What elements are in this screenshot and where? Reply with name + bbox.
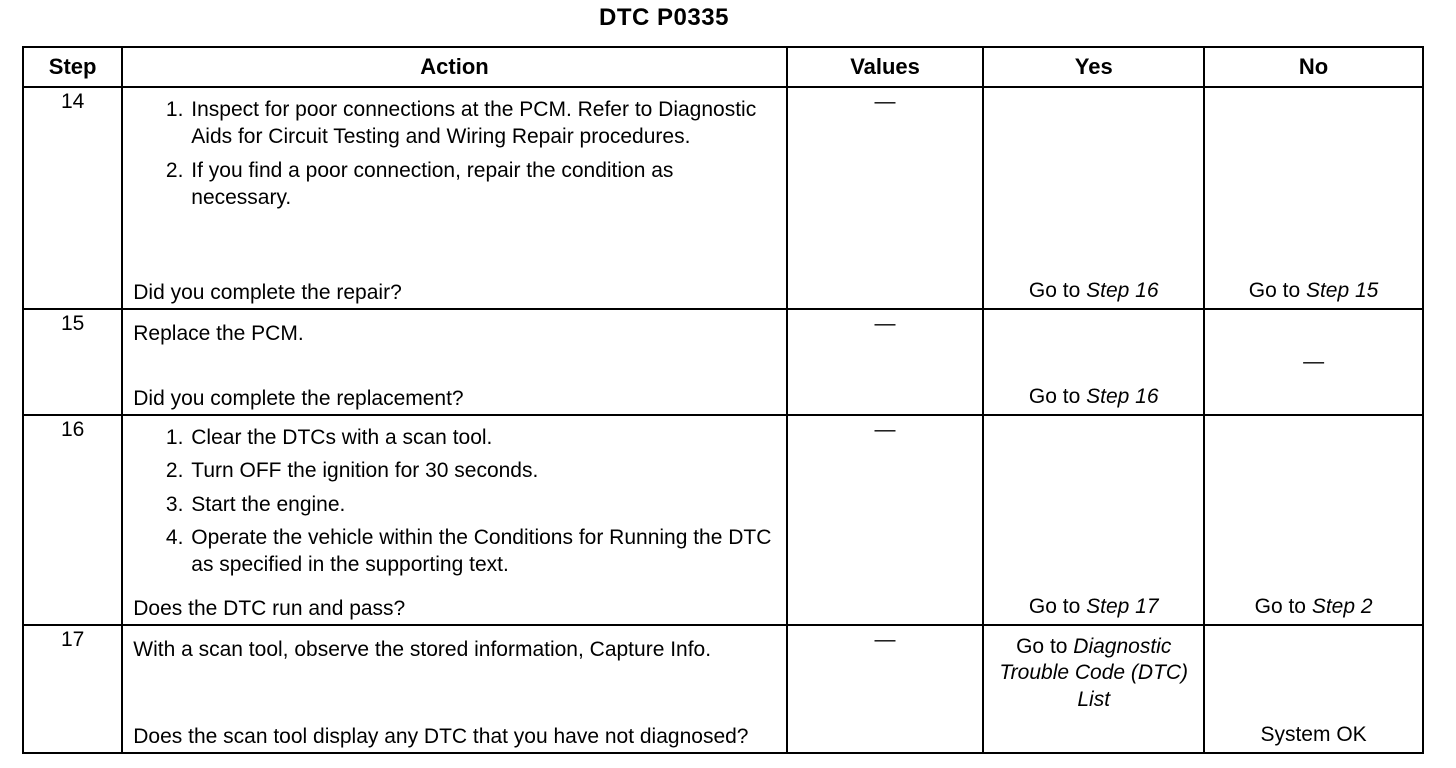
yes-cell: [983, 87, 1204, 309]
step-number: 17: [23, 625, 122, 753]
dtc-diagnostic-table: [22, 46, 1424, 754]
table-row: [23, 415, 1423, 625]
no-cell: [1204, 87, 1423, 309]
action-list: [133, 96, 776, 217]
table-row: [23, 625, 1423, 753]
no-step-link[interactable]: Step 15: [1305, 278, 1379, 302]
action-question: Does the scan tool display any DTC that you have not diagnosed?: [133, 724, 749, 748]
no-goto-text: Go to: [1254, 594, 1312, 618]
action-item: 1. Clear the DTCs with a scan tool.: [189, 424, 776, 451]
no-value: —: [1303, 350, 1325, 374]
yes-cell: [983, 415, 1204, 625]
action-text: With a scan tool, observe the stored information, Capture Info.: [133, 638, 712, 661]
yes-goto-text: Go to: [1028, 384, 1087, 408]
step-number: 15: [23, 309, 122, 415]
yes-cell: [983, 625, 1204, 753]
table-row: [23, 309, 1423, 415]
values-cell: —: [787, 625, 984, 753]
step-number: 16: [23, 415, 122, 625]
header-yes: Yes: [983, 47, 1204, 87]
header-step: Step: [23, 47, 122, 87]
yes-goto-text: Go to: [1028, 594, 1087, 618]
action-item: 1. Inspect for poor connections at the PCM. Refer to Diagnostic Aids for Circuit Testing and Wiring Repair procedures.: [189, 96, 776, 151]
action-item: 3. Start the engine.: [189, 491, 776, 518]
action-item: 2. Turn OFF the ignition for 30 seconds.: [189, 457, 776, 484]
step-number: 14: [23, 87, 122, 309]
no-cell: [1204, 415, 1423, 625]
action-cell: [122, 415, 787, 625]
action-question: Does the DTC run and pass?: [133, 596, 406, 620]
no-cell: [1204, 309, 1423, 415]
yes-step-link[interactable]: Step 16: [1086, 278, 1159, 302]
header-action: Action: [122, 47, 787, 87]
values-cell: —: [787, 309, 984, 415]
table-row: [23, 87, 1423, 309]
no-goto-text: Go to: [1248, 278, 1306, 302]
action-item: 2. If you find a poor connection, repair the condition as necessary.: [189, 157, 776, 212]
yes-cell: [983, 309, 1204, 415]
document-title: DTC P0335: [599, 4, 729, 31]
yes-goto-text: Go to: [1016, 635, 1074, 658]
table-header-row: [23, 47, 1423, 87]
no-cell: [1204, 625, 1423, 753]
action-cell: [122, 87, 787, 309]
yes-dtc-list-link[interactable]: Diagnostic Trouble Code (DTC) List: [999, 635, 1189, 711]
action-question: Did you complete the replacement?: [133, 386, 464, 410]
action-list: [133, 424, 776, 584]
action-item: 4. Operate the vehicle within the Conditions for Running the DTC as specified in the supporting text.: [189, 524, 776, 579]
yes-goto-text: Go to: [1028, 278, 1087, 302]
action-question: Did you complete the repair?: [133, 280, 402, 304]
action-cell: [122, 309, 787, 415]
values-cell: —: [787, 87, 984, 309]
header-no: No: [1204, 47, 1423, 87]
header-values: Values: [787, 47, 984, 87]
action-text: Replace the PCM.: [133, 322, 304, 345]
values-cell: —: [787, 415, 984, 625]
action-cell: [122, 625, 787, 753]
yes-step-link[interactable]: Step 16: [1086, 384, 1159, 408]
no-value: System OK: [1260, 722, 1367, 746]
no-step-link[interactable]: Step 2: [1311, 594, 1373, 618]
yes-step-link[interactable]: Step 17: [1086, 594, 1159, 618]
